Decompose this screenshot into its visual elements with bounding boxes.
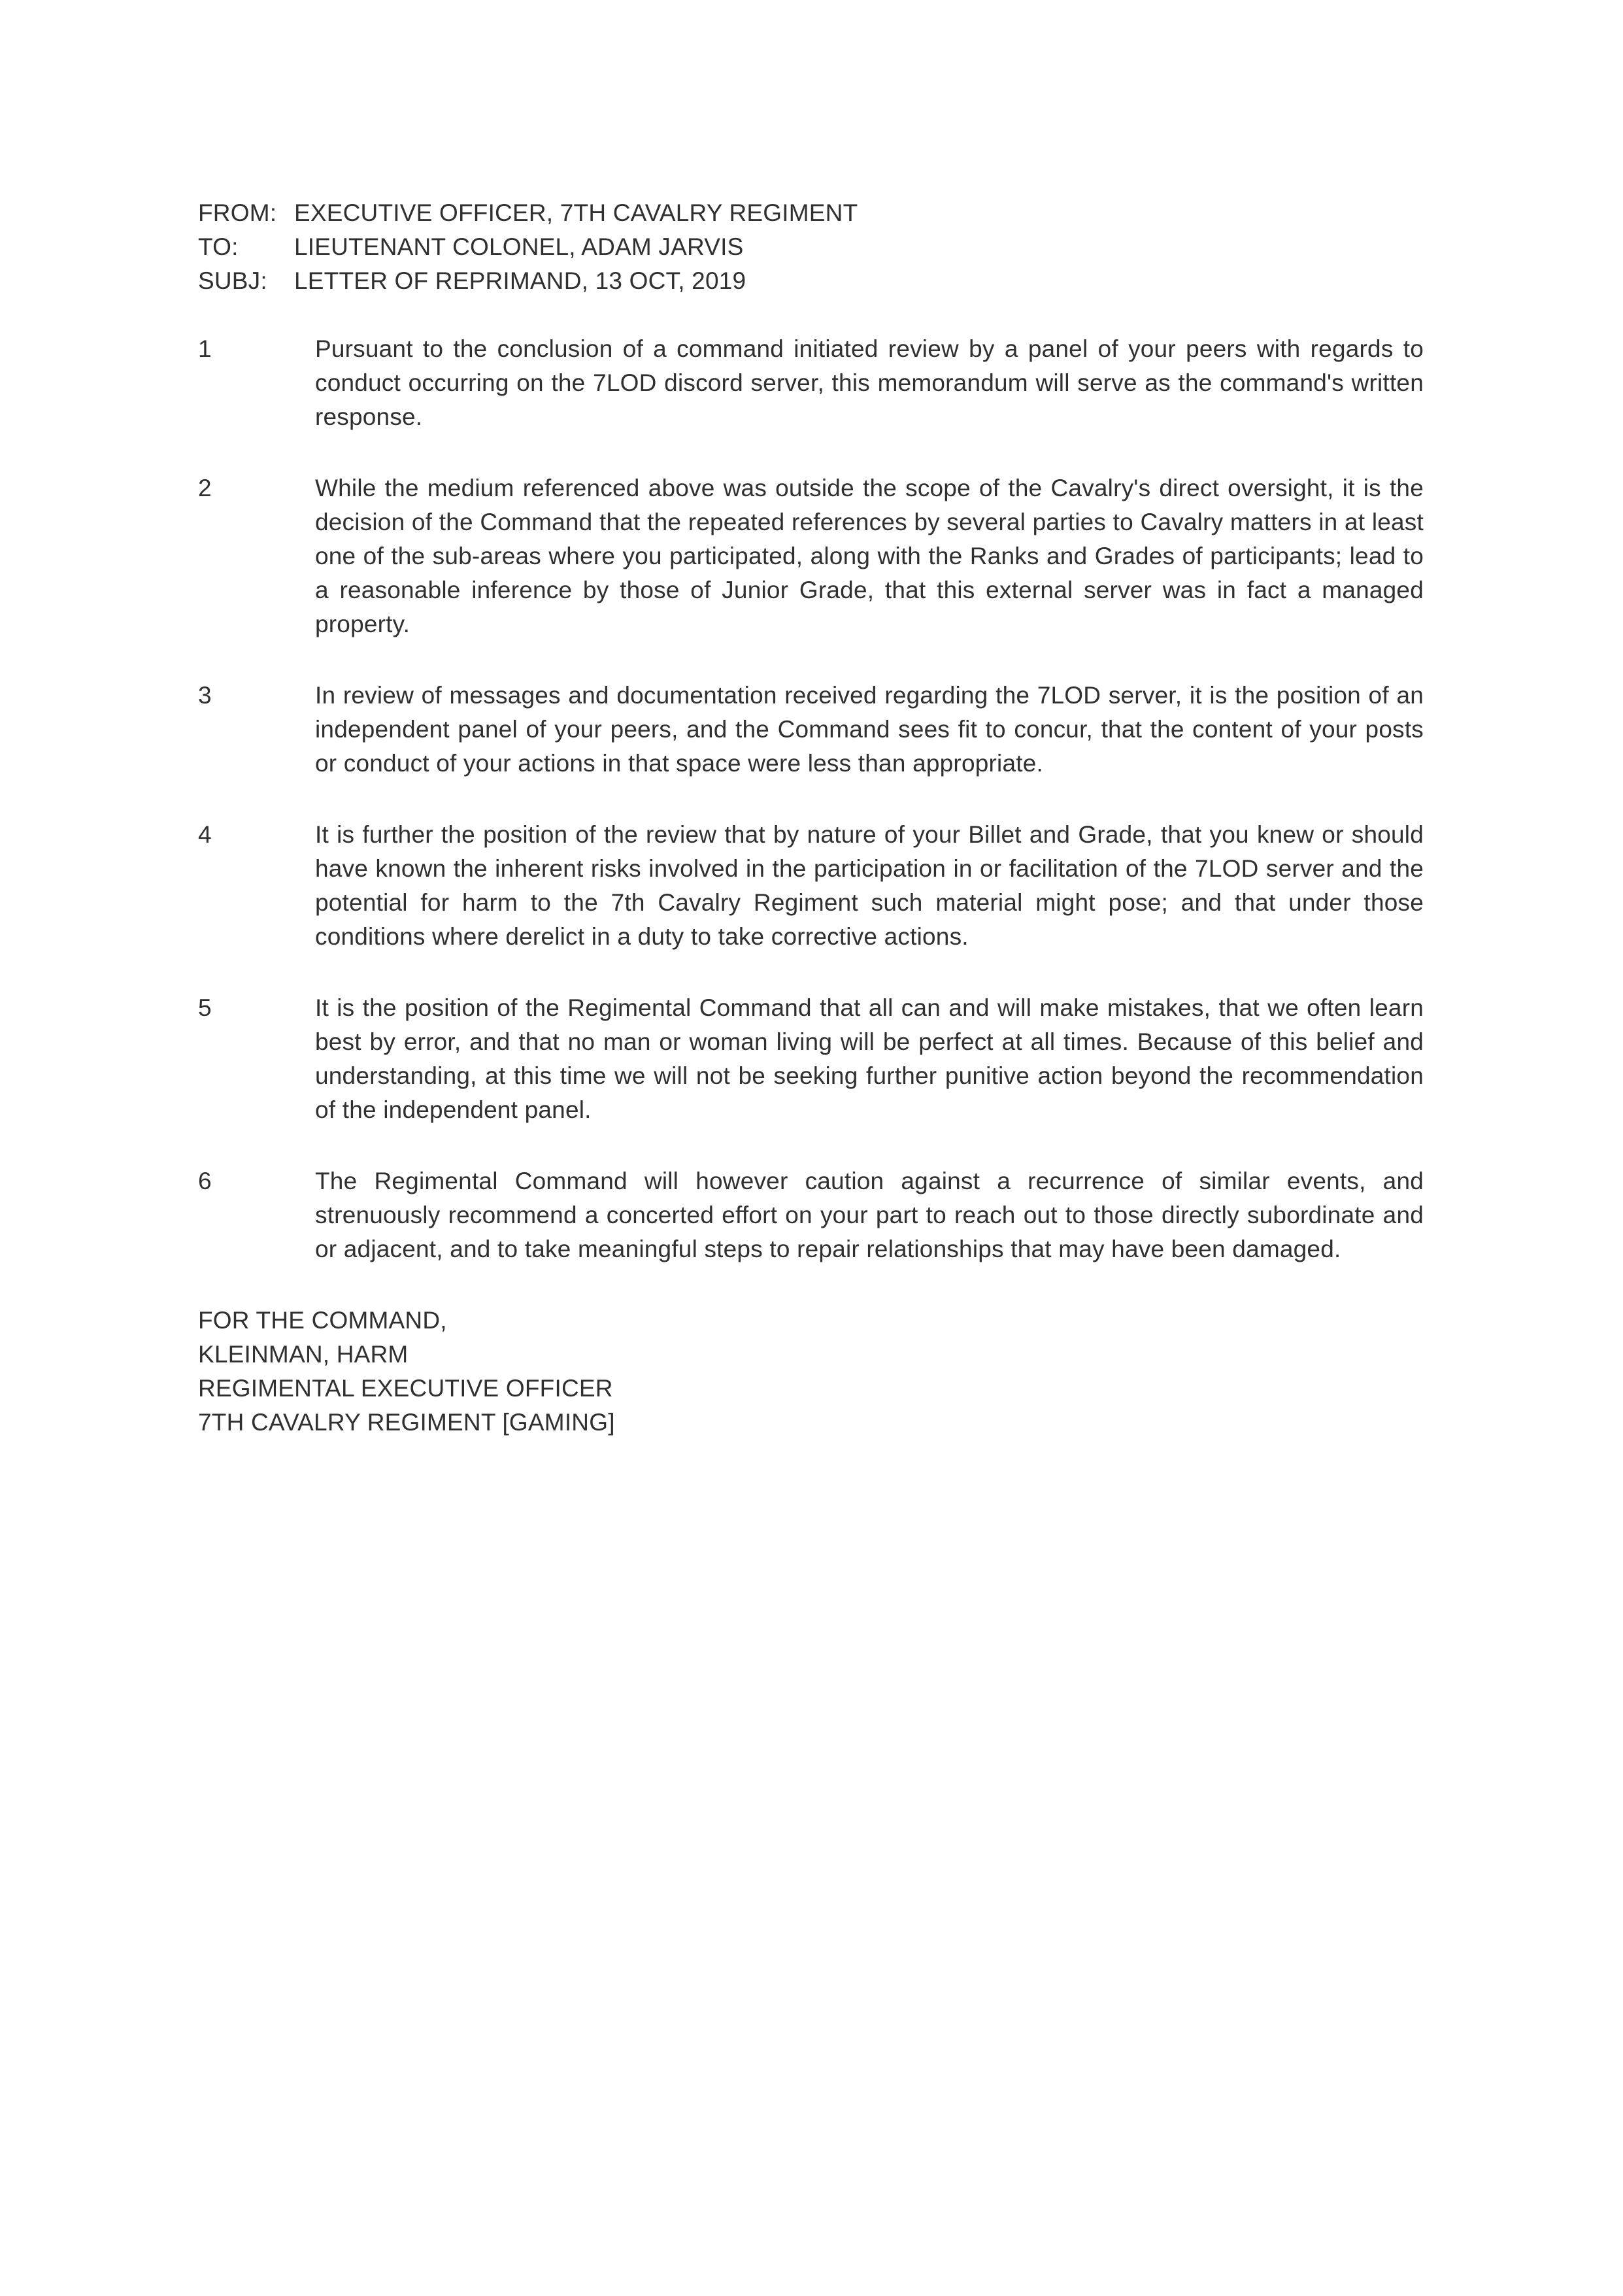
memo-to-value: LIEUTENANT COLONEL, ADAM JARVIS <box>294 233 744 260</box>
paragraph-4 <box>198 818 1424 954</box>
paragraph-1-text: Pursuant to the conclusion of a command initiated review by a panel of your peers with regards to conduct occurring on the 7LOD discord server, this memorandum will serve as the command's written response. <box>315 335 1424 430</box>
memo-header <box>198 196 1424 298</box>
paragraph-6-number: 6 <box>198 1168 212 1194</box>
signature-unit: 7TH CAVALRY REGIMENT [GAMING] <box>198 1409 615 1436</box>
paragraph-1-number: 1 <box>198 335 212 362</box>
paragraph-3-text: In review of messages and documentation received regarding the 7LOD server, it is the position of an independent panel of your peers, and the Command sees fit to concur, that the content of your posts or conduct of your actions in that space were less than appropriate. <box>315 682 1424 777</box>
memo-from-row <box>198 196 1424 230</box>
paragraph-4-number: 4 <box>198 821 212 848</box>
paragraph-1 <box>198 332 1424 434</box>
paragraph-2-number: 2 <box>198 475 212 501</box>
paragraph-5-number: 5 <box>198 994 212 1021</box>
paragraph-3-number: 3 <box>198 682 212 709</box>
paragraph-3 <box>198 679 1424 781</box>
signature-block <box>198 1304 1424 1440</box>
letter-content <box>198 196 1424 1440</box>
memo-subj-row <box>198 264 1424 298</box>
signature-name: KLEINMAN, HARM <box>198 1341 409 1368</box>
memo-from-value: EXECUTIVE OFFICER, 7TH CAVALRY REGIMENT <box>294 199 858 226</box>
paragraph-5-text: It is the position of the Regimental Command that all can and will make mistakes, that we often learn best by error, and that no man or woman living will be perfect at all times. Because of this belief and understanding, at this time we will not be seeking further punitive action beyond the recommendation of the independent panel. <box>315 994 1424 1123</box>
paragraph-5 <box>198 991 1424 1127</box>
paragraph-2-text: While the medium referenced above was outside the scope of the Cavalry's direct oversight, it is the decision of the Command that the repeated references by several parties to Cavalry matters in at least one of the sub-areas where you participated, along with the Ranks and Grades of participants; lead to a reasonable inference by those of Junior Grade, that this external server was in fact a managed property. <box>315 475 1424 637</box>
memo-to-row <box>198 230 1424 264</box>
signature-title: REGIMENTAL EXECUTIVE OFFICER <box>198 1375 613 1402</box>
memo-subj-label: SUBJ: <box>198 267 267 294</box>
paragraph-4-text: It is further the position of the review that by nature of your Billet and Grade, that you knew or should have known the inherent risks involved in the participation in or facilitation of the 7LOD server and the potential for harm to the 7th Cavalry Regiment such material might pose; and that under those conditions where derelict in a duty to take corrective actions. <box>315 821 1424 950</box>
paragraph-6-text: The Regimental Command will however caution against a recurrence of similar events, and strenuously recommend a concerted effort on your part to reach out to those directly subordinate and or adjacent, and to take meaningful steps to repair relationships that may have been damaged. <box>315 1168 1424 1262</box>
paragraph-2 <box>198 471 1424 641</box>
memo-from-label: FROM: <box>198 199 277 226</box>
memo-subj-value: LETTER OF REPRIMAND, 13 OCT, 2019 <box>294 267 746 294</box>
paragraph-6 <box>198 1164 1424 1266</box>
memo-to-label: TO: <box>198 233 239 260</box>
signature-for-the-command: FOR THE COMMAND, <box>198 1307 447 1334</box>
